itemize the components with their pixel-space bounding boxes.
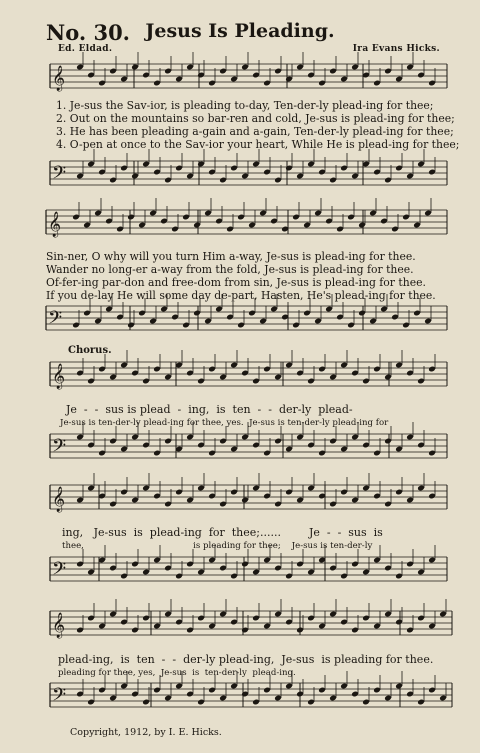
chorus-line-1-lower: Je-sus is ten-der-ly plead-ing for thee, yes. Je-sus is ten-der-ly plead-ing for [60, 418, 389, 428]
verse-line-6: Wander no long-er a-way from the fold, Je-sus is plead-ing for thee. [46, 263, 414, 276]
verse-line-5: Sin-ner, O why will you turn Him a-way, Je-sus is plead-ing for thee. [46, 250, 416, 263]
verse-line-8: If you de-lay He will some day de-part, Hasten, He's plead-ing for thee. [46, 289, 436, 302]
bass-clef: 𝄢 [52, 163, 67, 188]
hymn-number: No. 30. [46, 20, 130, 45]
chorus-label: Chorus. [68, 345, 112, 356]
treble-clef: 𝄞 [52, 613, 66, 638]
bass-clef: 𝄢 [52, 559, 67, 584]
chorus-line-1-upper: Je - - sus is plead - ing, is ten - - der-ly plead- [66, 403, 353, 416]
verse-line-3: 3. He has been pleading a-gain and a-gain, Ten-der-ly plead-ing for thee; [56, 125, 454, 138]
treble-clef: 𝄞 [48, 212, 62, 237]
treble-clef: 𝄞 [52, 66, 66, 91]
hymn-title: Jesus Is Pleading. [145, 20, 335, 42]
bass-clef: 𝄢 [48, 308, 63, 333]
lyricist-credit: Ed. Eldad. [58, 44, 113, 54]
verse-line-4: 4. O-pen at once to the Sav-ior your heart, While He is plead-ing for thee; [56, 138, 460, 151]
chorus-line-3-lower: pleading for thee, yes, Je-sus is ten-der-ly plead-ing. [58, 668, 296, 678]
copyright-notice: Copyright, 1912, by I. E. Hicks. [70, 727, 222, 738]
chorus-line-2-lower: thee, is pleading for thee; Je-sus is ten-der-ly [62, 541, 373, 551]
verse-line-7: Of-fer-ing par-don and free-dom from sin, Je-sus is plead-ing for thee. [46, 276, 426, 289]
composer-credit: Ira Evans Hicks. [352, 44, 440, 54]
treble-clef: 𝄞 [52, 487, 66, 512]
verse-line-1: 1. Je-sus the Sav-ior, is pleading to-day, Ten-der-ly plead-ing for thee; [56, 99, 434, 112]
bass-clef: 𝄢 [52, 436, 67, 461]
bass-clef: 𝄢 [52, 685, 67, 710]
treble-clef: 𝄞 [52, 364, 66, 389]
chorus-line-2-upper: ing, Je-sus is plead-ing for thee;...... Je - - sus is [62, 526, 383, 539]
verse-line-2: 2. Out on the mountains so bar-ren and cold, Je-sus is plead-ing for thee; [56, 112, 455, 125]
chorus-line-3-upper: plead-ing, is ten - - der-ly plead-ing, Je-sus is pleading for thee. [58, 653, 434, 666]
